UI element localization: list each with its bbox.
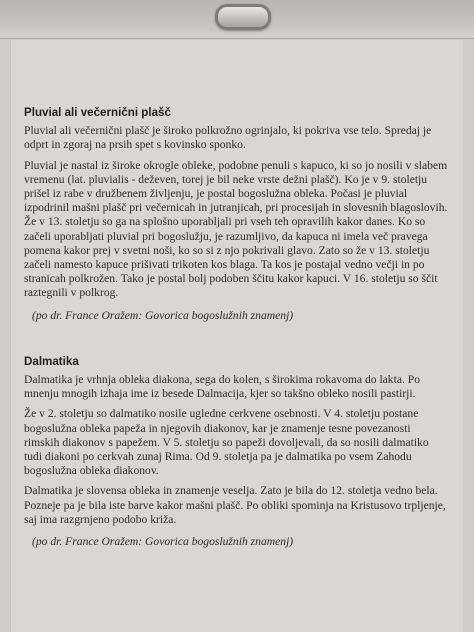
document-content — [24, 106, 448, 549]
paragraph: Že v 2. stoletju so dalmatiko nosile ugledne cerkvene osebnosti. V 4. stoletju postane bogoslužna obleka papeža in njegovih diakonov, kar je znamenje tesne povezanosti rimskih diakonov s papežem. V 5. stoletju so papeži dovoljevali, da so nosili dalmatiko tudi diakoni po cerkvah zunaj Rima. Od 9. stoletja pa je dalmatika po vsem Zahodu bogoslužna obleka diakonov. — [24, 407, 429, 478]
section-title: Pluvial ali večernični plašč — [24, 106, 171, 119]
top-frame — [0, 0, 474, 39]
paragraph: Dalmatika je vrhnja obleka diakona, sega do kolen, s širokima rokavoma do lakta. Po mnenju mnogih izhaja ime iz besede Dalmacija, kjer so takšno obleko nosili pastirji. — [24, 373, 421, 401]
paragraph: Pluvial ali večernični plašč je široko polkrožno ogrinjalo, ki pokriva vse telo. Spredaj je odprt in zgoraj na prsih spet s kovinsko sponko. — [24, 124, 432, 152]
paragraph: Dalmatika je slovensa obleka in znamenje veselja. Zato je bila do 12. stoletja vedno bela. Pozneje pa je bila iste barve kakor mašni plašč. Po obliki spominja na Kristusovo trpljenje, saj ima razgrnjeno podobo križa. — [24, 484, 446, 526]
section-dalmatika — [24, 355, 448, 549]
section-pluvial — [24, 106, 448, 323]
section-title: Dalmatika — [24, 354, 79, 368]
citation: (po dr. France Oražem: Govorica bogoslužnih znamenj) — [32, 535, 294, 549]
paragraph: Pluvial je nastal iz široke okrogle obleke, podobne penuli s kapuco, ki so jo nosili v slabem vremenu (lat. pluvialis - deževen, torej je bil neke vrste dežni plašč). Ko je v 9. stoletju prišel iz rabe v družbenem življenju, je postal bogoslužna obleka. Počasi je pluvial izpodrinil mašni plašč pri večernicah in jutranjicah, pri procesijah in slovesnih blagoslovih. Že v 13. stoletju so ga na splošno uporabljali pri vseh teh opravilih kakor danes. Ko so začeli uporabljati pluvial pri bogoslužju, je razumljivo, da kapuca ni imela več pravega pomena kakor prej v svetni noši, ko so si z njo pokrivali glavo. Zato so že v 13. stoletju začeli namesto kapuce prišivati trikoten kos blaga. Ta kos je postajal vedno večji in po stranicah polkrožen. Tako je postal bolj podoben ščitu kakor kapuci. V 16. stoletju so ščit raztegnili v polkrog. — [24, 158, 448, 300]
hanger-clip — [215, 4, 271, 30]
citation: (po dr. France Oražem: Govorica bogoslužnih znamenj) — [32, 308, 294, 322]
